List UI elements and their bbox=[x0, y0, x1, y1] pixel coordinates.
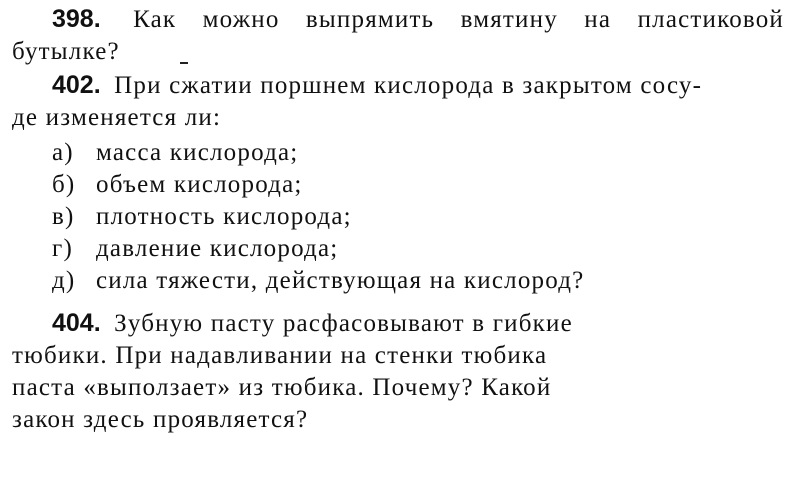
problem-404-text-2: тюбики. При надавливании на стенки тюбика bbox=[12, 342, 548, 369]
problem-404-text-1: Зубную пасту расфасовывают в гибкие bbox=[114, 310, 573, 337]
option-marker: д) bbox=[52, 267, 76, 294]
option-text: масса кислорода; bbox=[96, 139, 299, 166]
problem-402-option-b bbox=[52, 169, 303, 200]
problem-404-text-4: закон здесь проявляется? bbox=[12, 406, 309, 433]
problem-402-option-e bbox=[52, 265, 584, 296]
problem-404-line-1 bbox=[52, 308, 573, 339]
option-marker: г) bbox=[52, 235, 73, 262]
problem-398-line-1 bbox=[12, 4, 784, 35]
option-text: сила тяжести, действующая на кислород? bbox=[96, 267, 585, 294]
problem-402-number: 402. bbox=[52, 71, 101, 99]
problem-402-option-c bbox=[52, 201, 352, 232]
problem-398-line-2 bbox=[12, 36, 120, 67]
problem-404-text-3: паста «выползает» из тюбика. Почему? Какой bbox=[12, 374, 552, 401]
scan-artifact-mark bbox=[180, 62, 188, 64]
problem-404-line-2 bbox=[12, 340, 547, 371]
option-marker: а) bbox=[52, 139, 74, 166]
problem-402-option-a bbox=[52, 137, 298, 168]
problem-404-line-3 bbox=[12, 372, 551, 403]
problem-402-line-1 bbox=[52, 70, 790, 101]
problem-398-number: 398. bbox=[52, 5, 101, 33]
problem-404-number: 404. bbox=[52, 309, 101, 337]
option-marker: б) bbox=[52, 171, 76, 198]
problem-402-text-2: де изменяется ли: bbox=[12, 104, 222, 131]
problem-402-text-1: При сжатии поршнем кислорода в закрытом сосу- bbox=[114, 72, 703, 99]
problem-398-text-1: Как можно выпрямить вмятину на пластиковой bbox=[133, 6, 785, 33]
option-text: объем кислорода; bbox=[96, 171, 303, 198]
problem-398-text-2: бутылке? bbox=[12, 38, 120, 65]
option-marker: в) bbox=[52, 203, 75, 230]
option-text: давление кислорода; bbox=[96, 235, 339, 262]
option-text: плотность кислорода; bbox=[96, 203, 352, 230]
problem-402-line-2 bbox=[12, 102, 221, 133]
problem-404-line-4 bbox=[12, 404, 308, 435]
problem-402-option-d bbox=[52, 233, 338, 264]
